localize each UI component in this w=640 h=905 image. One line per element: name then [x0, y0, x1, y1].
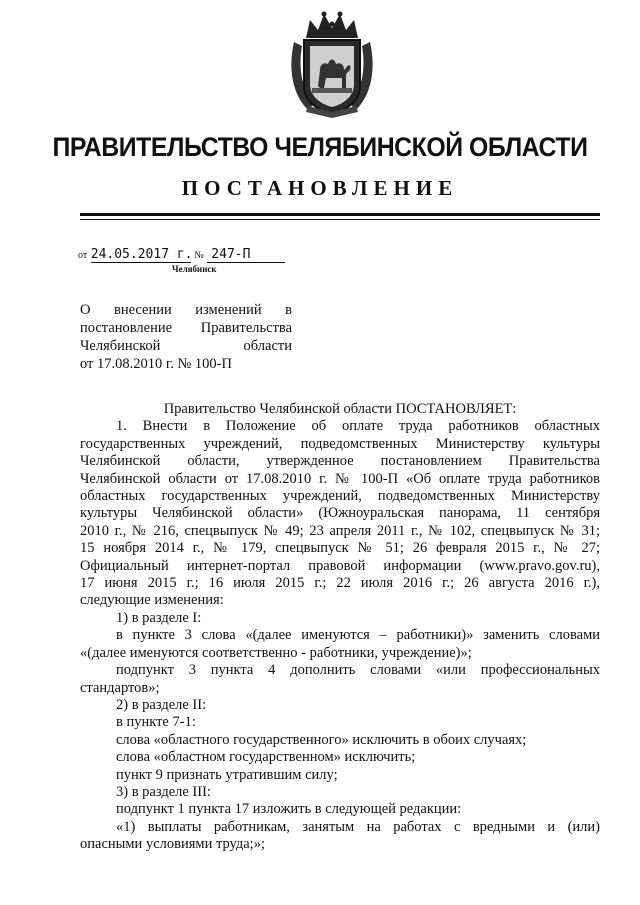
- number-prefix: №: [194, 250, 204, 261]
- subject-block: [80, 301, 292, 373]
- header-rule-thick: [80, 213, 600, 216]
- body-line: следующие изменения:: [80, 592, 224, 609]
- section-heading: 3) в разделе III:: [116, 783, 211, 800]
- header-rule-thin: [80, 219, 600, 220]
- body-line: подпункт 3 пункта 4 дополнить словами «или профессиональных: [116, 662, 600, 679]
- body-line: слова «областного государственного» исключить в обоих случаях;: [116, 731, 527, 748]
- body-line: стандартов»;: [80, 679, 160, 696]
- resolves-line: Правительство Челябинской области ПОСТАНОВЛЯЕТ:: [163, 401, 517, 417]
- document-number: 247-П: [207, 247, 285, 263]
- date-prefix: от: [78, 250, 88, 261]
- document-type: ПОСТАНОВЛЕНИЕ: [181, 176, 459, 200]
- document-body: [80, 401, 600, 854]
- body-line: опасными условиями труда;»;: [80, 836, 265, 853]
- body-line: Челябинской области, утвержденное постановлением Правительства: [80, 453, 600, 470]
- subject-line: от 17.08.2010 г. № 100-П: [80, 356, 232, 372]
- body-line: Официальный интернет-портал правовой информации (www.pravo.gov.ru),: [80, 557, 600, 574]
- city-label: Челябинск: [172, 264, 217, 274]
- body-line: пункт 9 признать утратившим силу;: [116, 766, 338, 783]
- body-line: 2010 г., № 216, спецвыпуск № 49; 23 апреля 2011 г., № 102, спецвыпуск № 31;: [80, 522, 600, 539]
- document-date: 24.05.2017 г.: [90, 247, 193, 262]
- body-line: 1. Внести в Положение об оплате труда работников областных: [116, 418, 600, 435]
- body-line: «1) выплаты работникам, занятым на работах с вредными и (или): [116, 818, 600, 835]
- subject-line: О внесении изменений в: [80, 302, 292, 318]
- section-heading: 1) в разделе I:: [116, 609, 202, 626]
- section-heading: 2) в разделе II:: [116, 696, 207, 713]
- body-line: Челябинской области от 17.08.2010 г. № 100-П «Об оплате труда работников: [80, 470, 600, 487]
- body-line: 17 июня 2015 г.; 16 июля 2015 г.; 22 июля 2016 г.; 26 августа 2016 г.),: [80, 575, 600, 592]
- body-line: 15 ноября 2014 г., № 179, спецвыпуск № 51; 26 февраля 2015 г., № 27;: [80, 540, 600, 557]
- subject-line: постановление Правительства: [80, 320, 292, 336]
- body-line: культуры Челябинской области» (Южноуральская панорама, 11 сентября: [80, 505, 600, 522]
- body-line: слова «областном государственном» исключить;: [116, 749, 416, 766]
- subject-line: Челябинской области: [80, 338, 292, 354]
- coat-of-arms-icon: [286, 8, 378, 120]
- body-line: «(далее именуются соответственно - работники, учреждение)»;: [80, 644, 472, 661]
- body-line: государственных учреждений, подведомственных Министерству культуры: [80, 435, 600, 452]
- body-line: областных государственных учреждений, подведомственных Министерству: [80, 488, 600, 505]
- date-number-line: [78, 247, 285, 263]
- body-line: в пункте 3 слова «(далее именуются – работники)» заменить словами: [116, 627, 600, 644]
- body-line: подпункт 1 пункта 17 изложить в следующей редакции:: [116, 801, 462, 818]
- body-line: в пункте 7-1:: [116, 714, 196, 731]
- government-title: ПРАВИТЕЛЬСТВО ЧЕЛЯБИНСКОЙ ОБЛАСТИ: [52, 132, 588, 162]
